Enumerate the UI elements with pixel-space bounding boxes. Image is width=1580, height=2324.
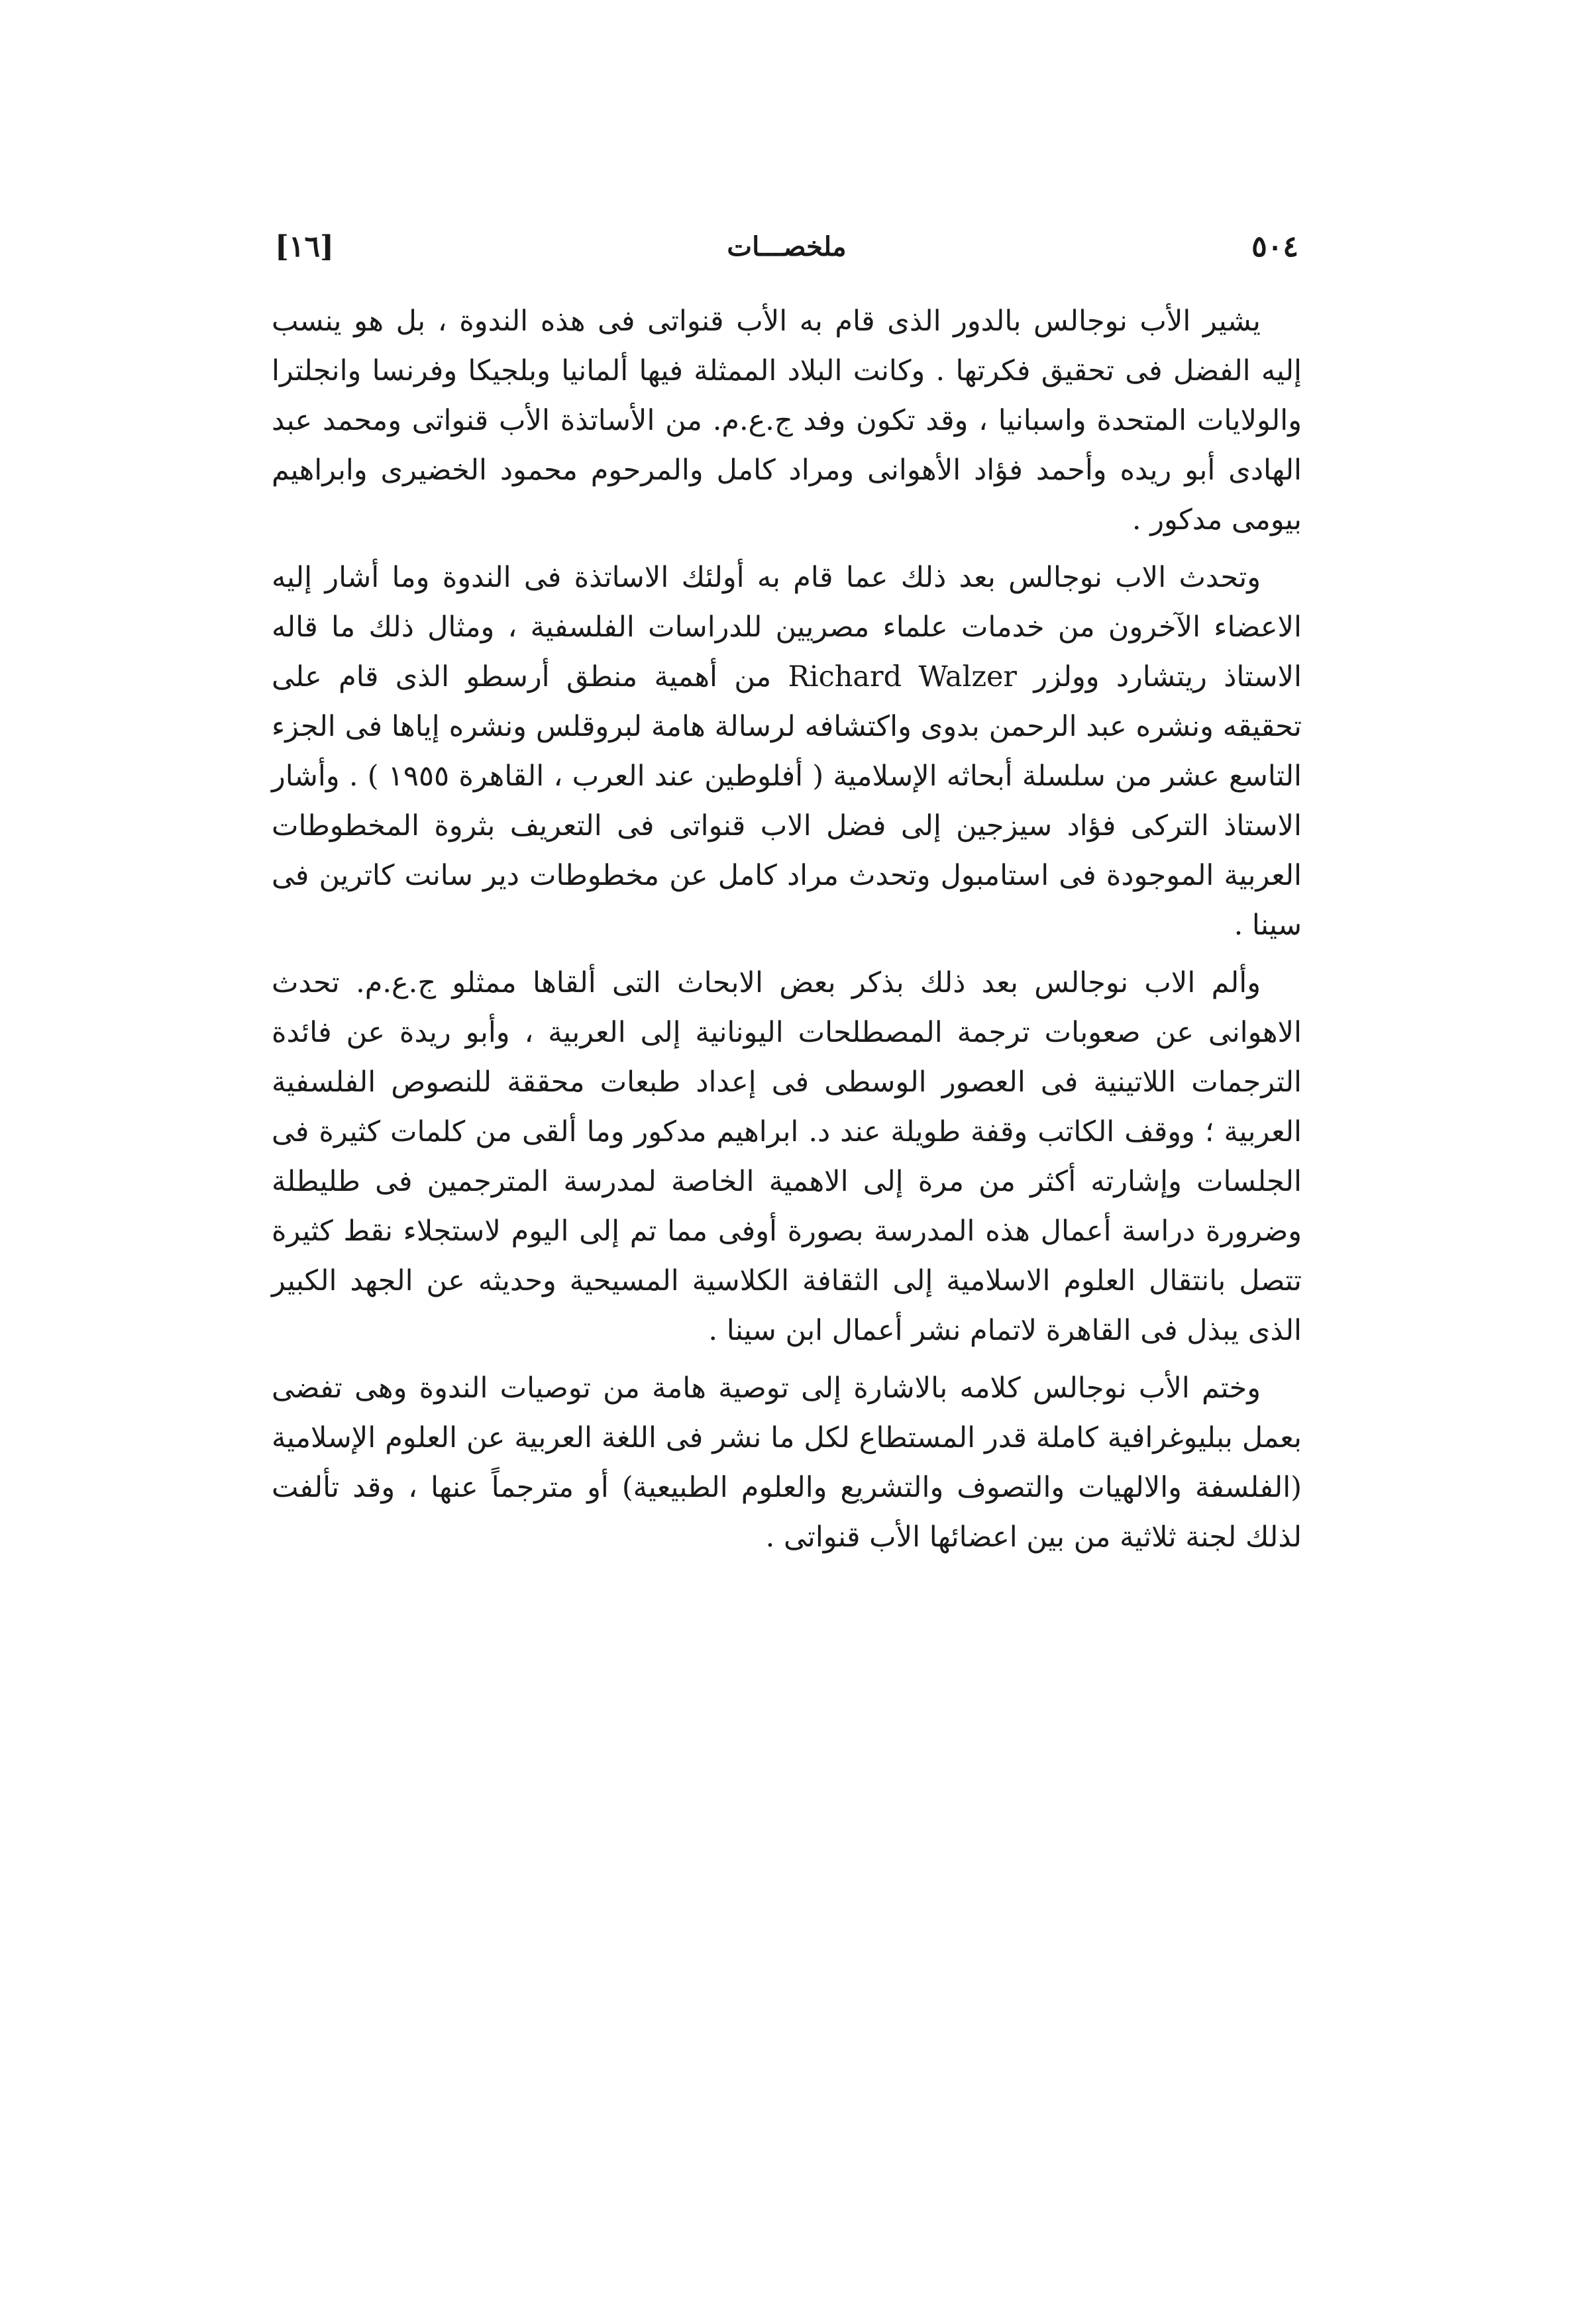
running-title: ملخصـــات — [727, 231, 847, 262]
page-number: ٥٠٤ — [1251, 230, 1298, 264]
page-header — [275, 224, 1298, 270]
paragraph-3: وألم الاب نوجالس بعد ذلك بذكر بعض الابحاث التى ألقاها ممثلو ج.ع.م. تحدث الاهوانى عن صعوبات ترجمة المصطلحات اليونانية إلى العربية ، وأبو ريدة عن فائدة الترجمات اللاتينية فى العصور الوسطى فى إعداد طبعات محققة للنصوص الفلسفية العربية ؛ ووقف الكاتب وقفة طويلة عند د. ابراهيم مدكور وما ألقى من كلمات كثيرة فى الجلسات وإشارته أكثر من مرة إلى الاهمية الخاصة لمدرسة المترجمين فى طليطلة وضرورة دراسة أعمال هذه المدرسة بصورة أوفى مما تم إلى اليوم لاستجلاء نقط كثيرة تتصل بانتقال العلوم الاسلامية إلى الثقافة الكلاسية المسيحية وحديثه عن الجهد الكبير الذى يبذل فى القاهرة لاتمام نشر أعمال ابن سينا . — [272, 966, 1302, 1347]
paragraph-4: وختم الأب نوجالس كلامه بالاشارة إلى توصية هامة من توصيات الندوة وهى تفضى بعمل ببليوغرافية كاملة قدر المستطاع لكل ما نشر فى اللغة العربية عن العلوم الإسلامية (الفلسفة والالهيات والتصوف والتشريع والعلوم الطبيعية) أو مترجماً عنها ، وقد تألفت لذلك لجنة ثلاثية من بين اعضائها الأب قنواتى . — [272, 1372, 1302, 1554]
section-marker: [١٦] — [275, 230, 334, 264]
paragraph-1: يشير الأب نوجالس بالدور الذى قام به الأب قنواتى فى هذه الندوة ، بل هو ينسب إليه الفضل فى تحقيق فكرتها . وكانت البلاد الممثلة فيها ألمانيا وبلجيكا وفرنسا وانجلترا والولايات المتحدة واسبانيا ، وقد تكون وفد ج.ع.م. من الأساتذة الأب قنواتى ومحمد عبد الهادى أبو ريده وأحمد فؤاد الأهوانى ومراد كامل والمرحوم محمود الخضيرى وابراهيم بيومى مدكور . — [272, 305, 1302, 536]
page-body — [272, 297, 1302, 1562]
paragraph-2: وتحدث الاب نوجالس بعد ذلك عما قام به أولئك الاساتذة فى الندوة وما أشار إليه الاعضاء الآخرون من خدمات علماء مصريين للدراسات الفلسفية ، ومثال ذلك ما قاله الاستاذ ريتشارد وولزر Richard Walzer من أهمية منطق أرسطو الذى قام على تحقيقه ونشره عبد الرحمن بدوى واكتشافه لرسالة هامة لبروقلس ونشره إياها فى الجزء التاسع عشر من سلسلة أبحاثه الإسلامية ( أفلوطين عند العرب ، القاهرة ١٩٥٥ ) . وأشار الاستاذ التركى فؤاد سيزجين إلى فضل الاب قنواتى فى التعريف بثروة المخطوطات العربية الموجودة فى استامبول وتحدث مراد كامل عن مخطوطات دير سانت كاترين فى سينا . — [272, 561, 1302, 942]
